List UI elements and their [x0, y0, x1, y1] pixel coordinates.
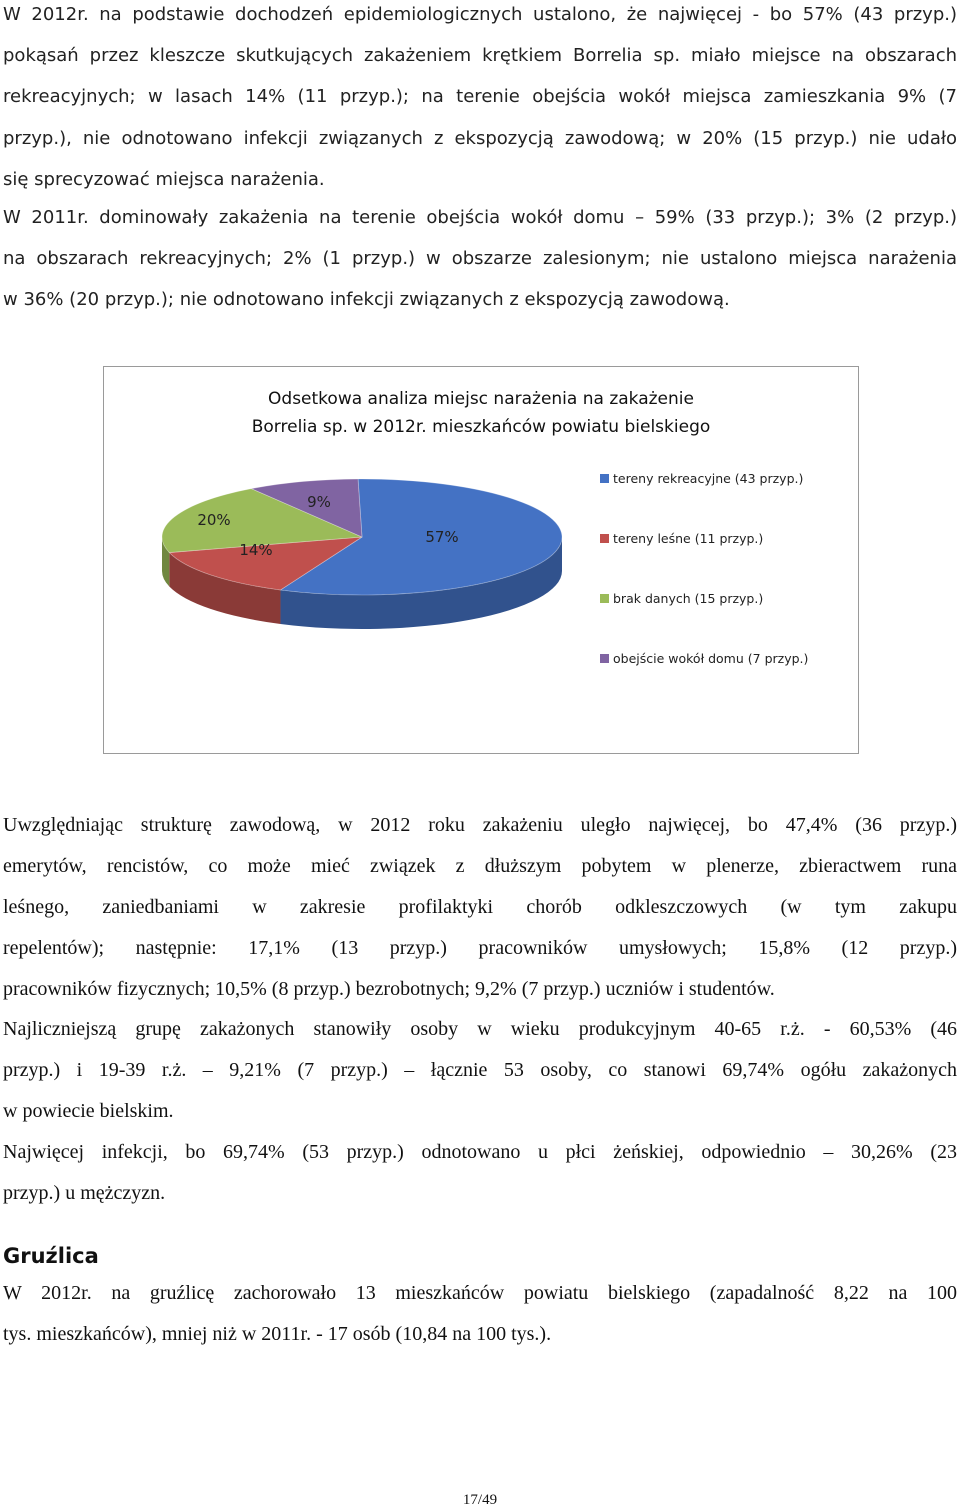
- legend-item: [600, 651, 808, 666]
- text-line: na obszarach rekreacyjnych; 2% (1 przyp.) w obszarze zalesionym; nie ustalono miejsca narażenia: [3, 248, 957, 270]
- text-line: W 2012r. na podstawie dochodzeń epidemiologicznych ustalono, że najwięcej - bo 57% (43 przyp.): [3, 4, 957, 25]
- text-line: przyp.) i 19-39 r.ż. – 9,21% (7 przyp.) – łącznie 53 osoby, co stanowi 69,74% ogółu zakażonych: [3, 1059, 957, 1081]
- page-number: 17/49: [462, 1492, 498, 1508]
- chart-title-line: Borrelia sp. w 2012r. mieszkańców powiatu bielskiego: [251, 417, 711, 437]
- paragraph-tuberculosis: [3, 1273, 957, 1355]
- pie-data-label: 9%: [307, 493, 331, 511]
- text-line: W 2011r. dominowały zakażenia na terenie obejścia wokół domu – 59% (33 przyp.); 3% (2 przyp.): [3, 207, 957, 228]
- text-line: tys. mieszkańców), mniej niż w 2011r. - 17 osób (10,84 na 100 tys.).: [3, 1323, 552, 1345]
- pie-data-label: 20%: [197, 511, 231, 529]
- paragraph-age: [3, 1009, 957, 1132]
- text-line: w powiecie bielskim.: [3, 1100, 174, 1122]
- paragraph-2011-exposure: [3, 197, 957, 321]
- text-line: Uwzględniając strukturę zawodową, w 2012 roku zakażeniu uległo najwięcej, bo 47,4% (36 przyp.): [3, 814, 957, 836]
- legend-swatch: [600, 534, 609, 543]
- text-line: leśnego, zaniedbaniami w zakresie profilaktyki chorób odkleszczowych (w tym zakupu: [3, 896, 957, 918]
- text-line: pokąsań przez kleszcze skutkujących zakażeniem krętkiem Borrelia sp. miało miejsce na obszarach: [3, 45, 957, 67]
- paragraph-occupation: [3, 805, 957, 1010]
- pie-chart: [103, 366, 859, 754]
- paragraph-2012-exposure: [3, 0, 957, 200]
- text-line: W 2012r. na gruźlicę zachorowało 13 mieszkańców powiatu bielskiego (zapadalność 8,22 na 100: [3, 1282, 957, 1304]
- text-line: rekreacyjnych; w lasach 14% (11 przyp.); na terenie obejścia wokół miejsca zamieszkania 9% (7: [3, 86, 957, 108]
- text-line: się sprecyzować miejsca narażenia.: [3, 168, 325, 190]
- section-heading-tuberculosis: Gruźlica: [3, 1244, 99, 1268]
- legend-item: [600, 471, 803, 486]
- legend-swatch: [600, 654, 609, 663]
- legend-item: [600, 591, 763, 606]
- text-line: przyp.) u mężczyzn.: [3, 1182, 166, 1204]
- pie-data-label: 57%: [425, 528, 459, 546]
- paragraph-sex: [3, 1132, 957, 1214]
- legend-label: tereny leśne (11 przyp.): [613, 531, 764, 546]
- legend-label: brak danych (15 przyp.): [613, 591, 764, 606]
- text-line: Najliczniejszą grupę zakażonych stanowiły osoby w wieku produkcyjnym 40-65 r.ż. - 60,53% (46: [3, 1018, 957, 1040]
- legend-swatch: [600, 594, 609, 603]
- text-line: emerytów, rencistów, co może mieć związek z dłuższym pobytem w plenerze, zbieractwem runa: [3, 855, 957, 877]
- text-line: pracowników fizycznych; 10,5% (8 przyp.) bezrobotnych; 9,2% (7 przyp.) uczniów i studentów.: [3, 978, 775, 1000]
- text-line: repelentów); następnie: 17,1% (13 przyp.) pracowników umysłowych; 15,8% (12 przyp.): [3, 937, 957, 959]
- pie-data-label: 14%: [239, 541, 273, 559]
- text-line: przyp.), nie odnotowano infekcji związanych z ekspozycją zawodową; w 20% (15 przyp.) nie udało: [3, 127, 957, 149]
- legend-label: obejście wokół domu (7 przyp.): [613, 651, 809, 666]
- legend-item: [600, 531, 763, 546]
- legend-swatch: [600, 474, 609, 483]
- text-line: Najwięcej infekcji, bo 69,74% (53 przyp.) odnotowano u płci żeńskiej, odpowiednio – 30,26% (23: [3, 1141, 957, 1163]
- chart-title-line: Odsetkowa analiza miejsc narażenia na zakażenie: [268, 389, 694, 409]
- legend-label: tereny rekreacyjne (43 przyp.): [613, 471, 804, 486]
- text-line: w 36% (20 przyp.); nie odnotowano infekcji związanych z ekspozycją zawodową.: [3, 289, 730, 311]
- pie-plot-area: [104, 367, 858, 753]
